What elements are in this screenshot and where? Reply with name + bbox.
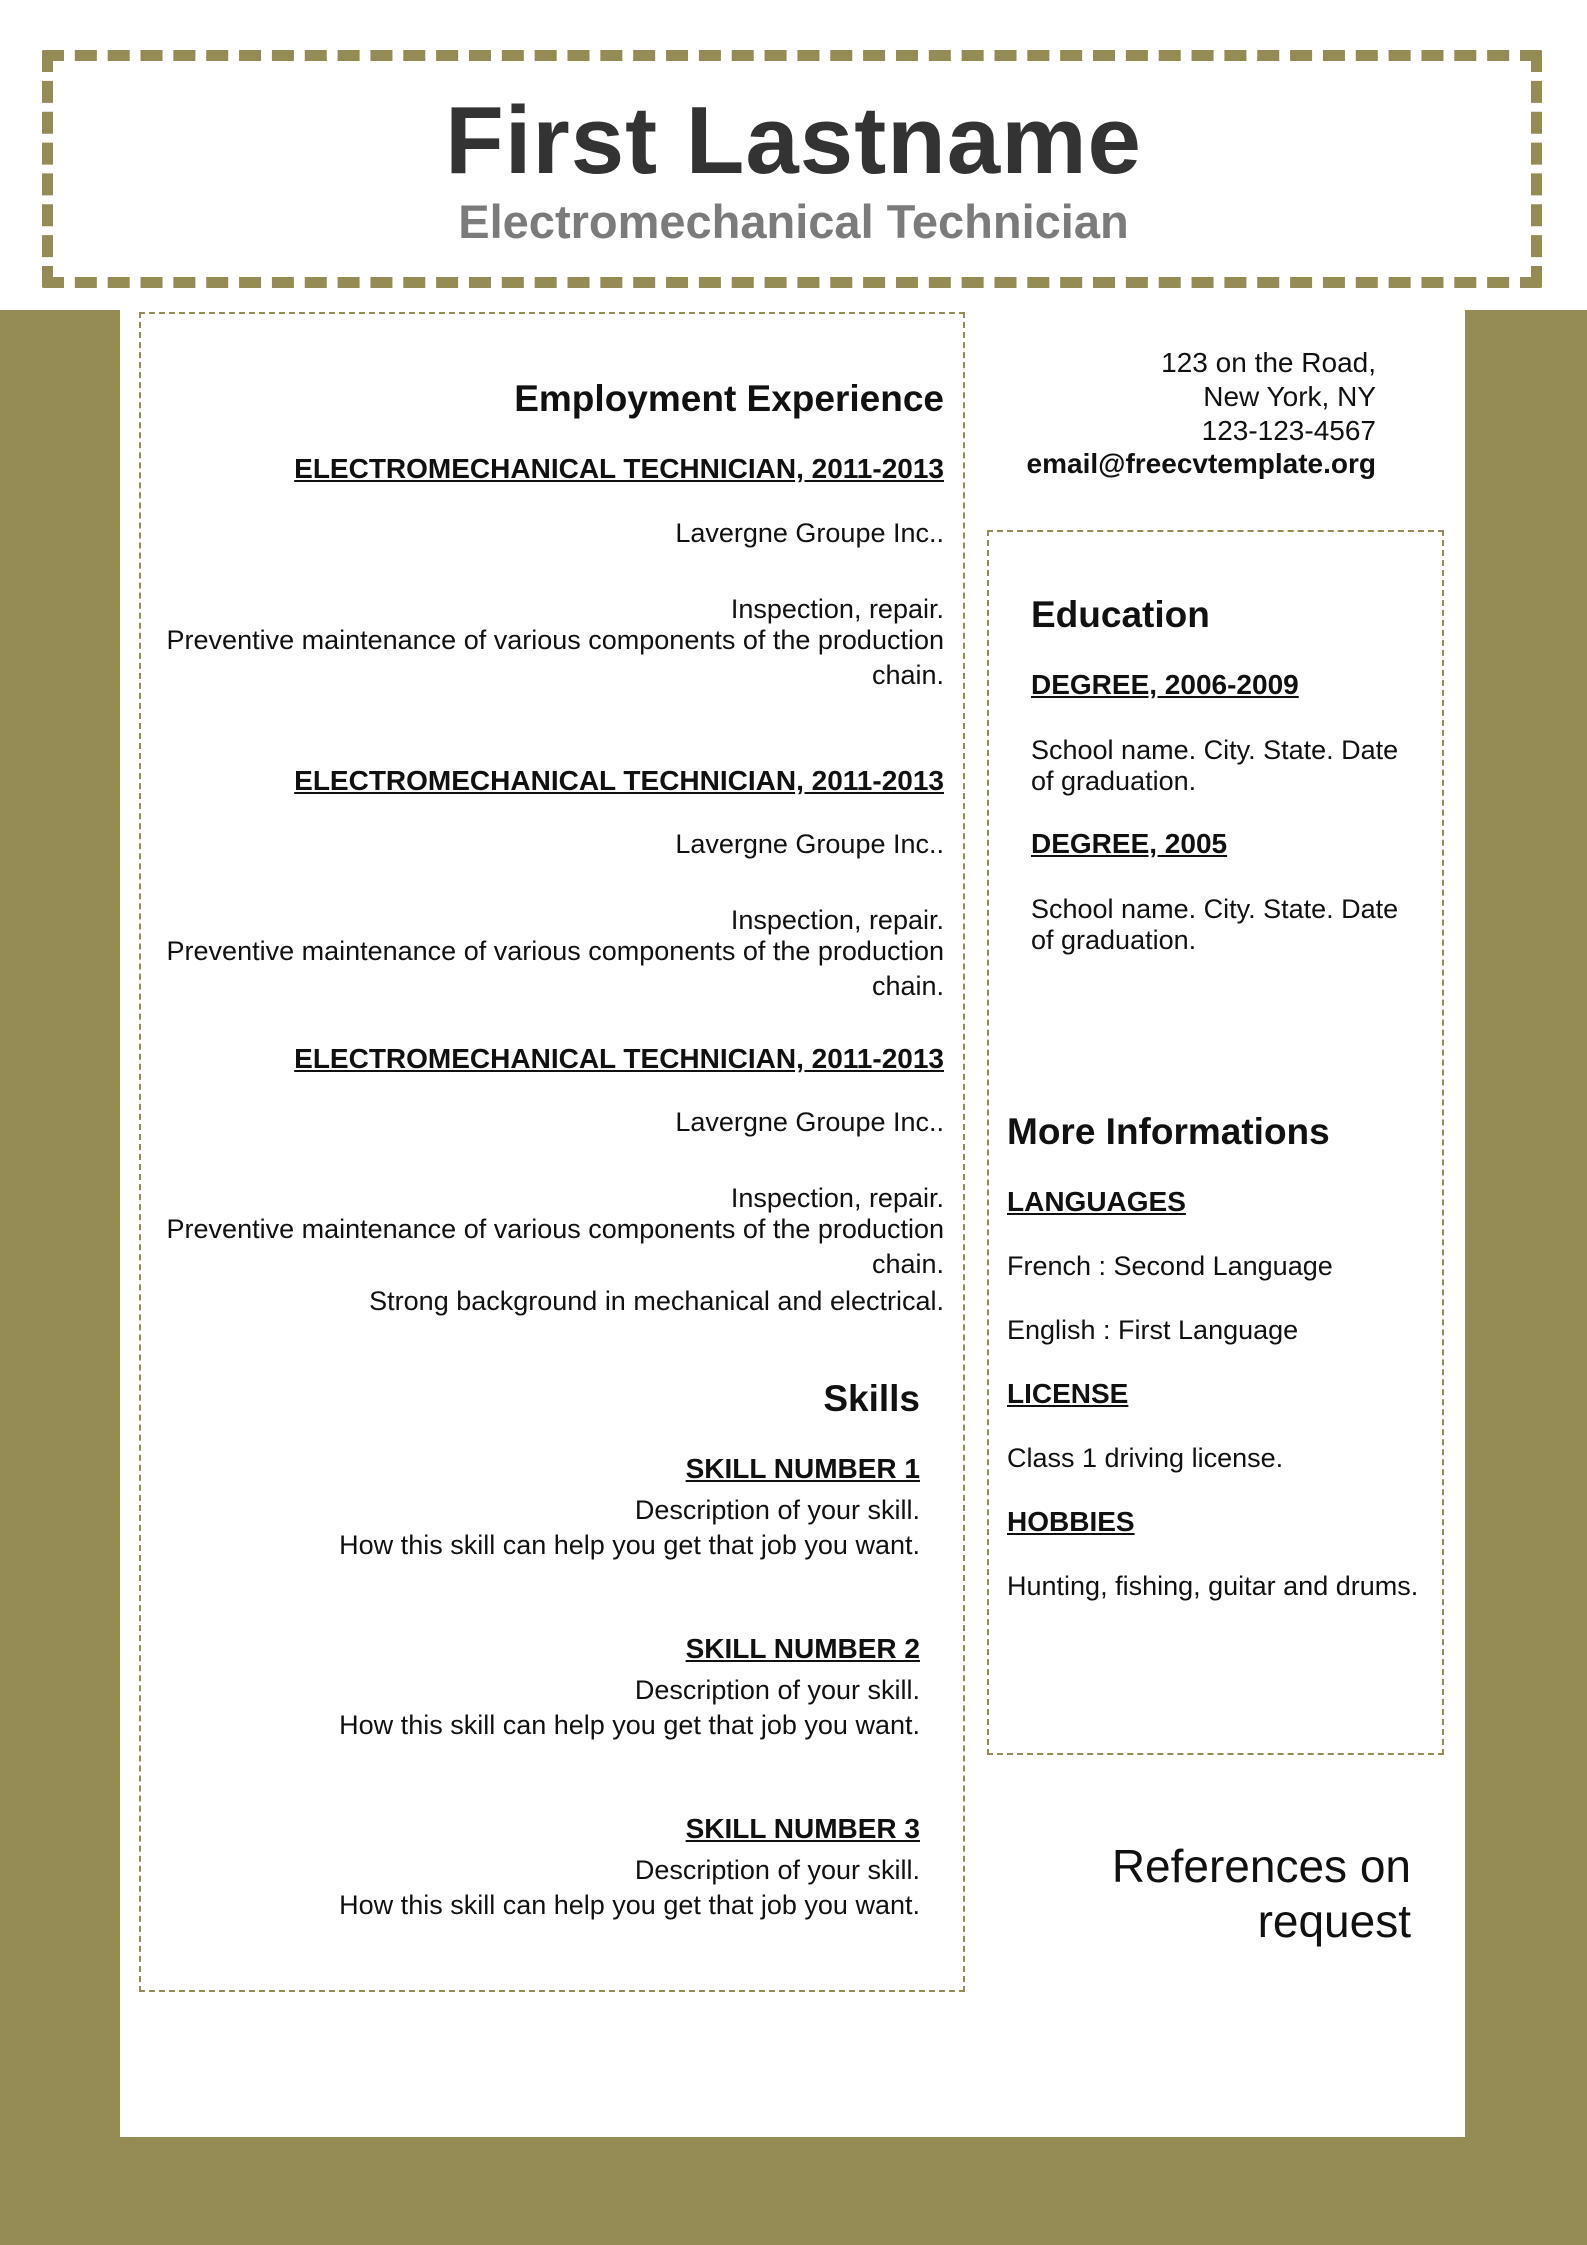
references-line1: References on (1111, 1840, 1411, 1892)
skill-name: SKILL NUMBER 3 (685, 1813, 920, 1844)
job-description-line: Strong background in mechanical and electrical. (369, 1286, 944, 1316)
job-description-line: Preventive maintenance of various components of the production (166, 625, 944, 655)
education-degree: DEGREE, 2006-2009 (1031, 669, 1299, 700)
contact-address-line1: 123 on the Road, (1161, 347, 1376, 378)
job-description-line: Inspection, repair. (730, 594, 944, 624)
education-detail: of graduation. (1031, 766, 1197, 796)
employment-heading: Employment Experience (514, 378, 944, 419)
language-item: French : Second Language (1007, 1251, 1333, 1281)
more-info-heading: More Informations (1007, 1111, 1330, 1152)
languages-heading: LANGUAGES (1007, 1186, 1186, 1217)
skill-description: How this skill can help you get that job you want. (339, 1710, 920, 1740)
skill-description: Description of your skill. (634, 1675, 920, 1705)
candidate-title: Electromechanical Technician (458, 195, 1129, 248)
contact-address-line2: New York, NY (1203, 381, 1376, 412)
skill-name: SKILL NUMBER 1 (685, 1453, 920, 1484)
education-detail: School name. City. State. Date (1031, 735, 1399, 765)
candidate-name: First Lastname (445, 87, 1142, 194)
contact-phone: 123-123-4567 (1201, 415, 1376, 446)
job-description-line: Preventive maintenance of various components of the production (166, 1214, 944, 1244)
job-description-line: Preventive maintenance of various components of the production (166, 936, 944, 966)
education-detail: School name. City. State. Date (1031, 894, 1399, 924)
job-description-line: Inspection, repair. (730, 905, 944, 935)
job-description-line: chain. (871, 660, 944, 690)
skill-description: Description of your skill. (634, 1495, 920, 1525)
hobbies-heading: HOBBIES (1007, 1506, 1135, 1537)
job-title: ELECTROMECHANICAL TECHNICIAN, 2011-2013 (294, 765, 944, 796)
job-description-line: Inspection, repair. (730, 1183, 944, 1213)
job-description-line: chain. (871, 971, 944, 1001)
license-heading: LICENSE (1007, 1378, 1129, 1409)
contact-email[interactable]: email@freecvtemplate.org (1026, 448, 1376, 479)
job-title: ELECTROMECHANICAL TECHNICIAN, 2011-2013 (294, 1043, 944, 1074)
job-description-line: chain. (871, 1249, 944, 1279)
job-company: Lavergne Groupe Inc.. (675, 829, 944, 859)
education-heading: Education (1031, 594, 1210, 635)
hobbies-detail: Hunting, fishing, guitar and drums. (1007, 1571, 1419, 1601)
skill-description: How this skill can help you get that job you want. (339, 1890, 920, 1920)
skill-description: Description of your skill. (634, 1855, 920, 1885)
skill-name: SKILL NUMBER 2 (685, 1633, 920, 1664)
job-company: Lavergne Groupe Inc.. (675, 518, 944, 548)
references-line2: request (1257, 1895, 1411, 1947)
skills-heading: Skills (823, 1378, 920, 1419)
job-company: Lavergne Groupe Inc.. (675, 1107, 944, 1137)
job-title: ELECTROMECHANICAL TECHNICIAN, 2011-2013 (294, 453, 944, 484)
education-detail: of graduation. (1031, 925, 1197, 955)
education-degree: DEGREE, 2005 (1031, 828, 1228, 859)
skill-description: How this skill can help you get that job you want. (339, 1530, 920, 1560)
license-detail: Class 1 driving license. (1007, 1443, 1284, 1473)
language-item: English : First Language (1007, 1315, 1299, 1345)
